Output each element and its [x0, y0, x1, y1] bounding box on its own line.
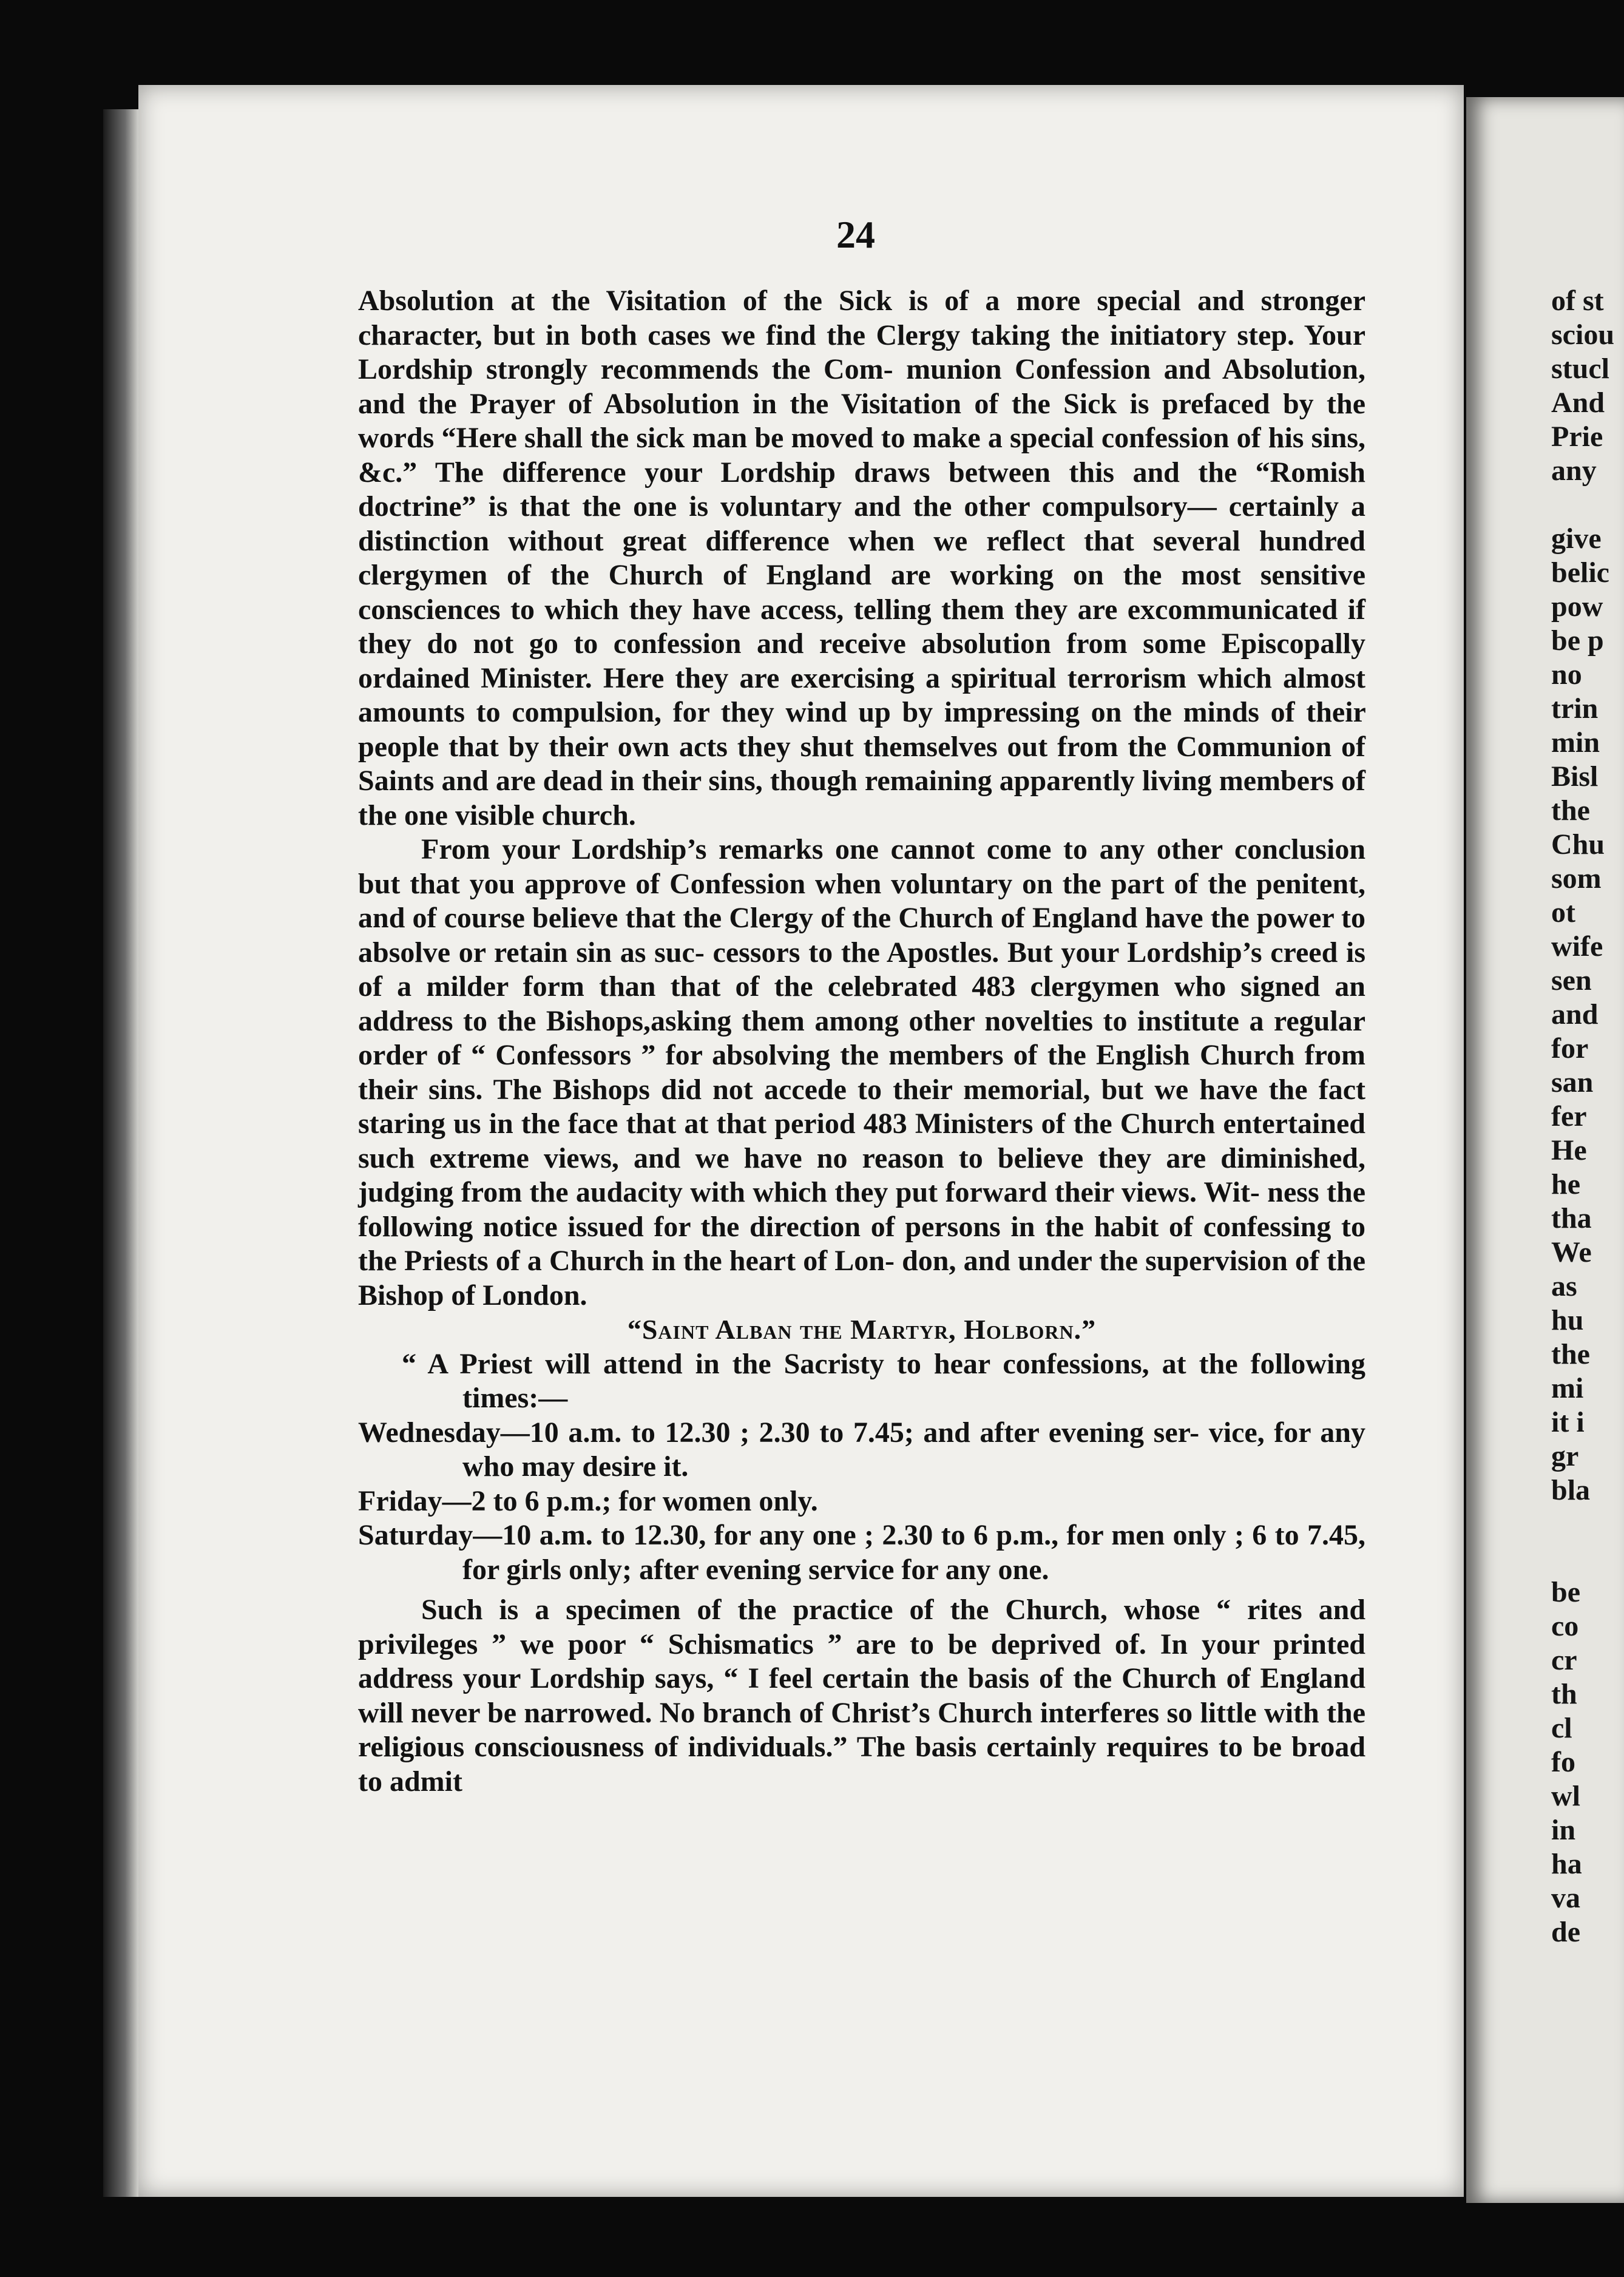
facing-line: som [1551, 862, 1602, 895]
facing-line: de [1551, 1916, 1580, 1948]
schedule-friday: Friday—2 to 6 p.m.; for women only. [358, 1484, 818, 1517]
facing-line: sciou [1551, 319, 1615, 351]
facing-line: Prie [1551, 421, 1603, 453]
facing-line: cl [1551, 1712, 1572, 1744]
facing-line: the [1551, 1338, 1590, 1370]
facing-line: of st [1551, 285, 1604, 317]
page-body [358, 284, 1365, 1799]
facing-line: any [1551, 455, 1597, 487]
facing-line: And [1551, 387, 1605, 419]
facing-line [1551, 1541, 1624, 1575]
facing-line: wife [1551, 930, 1603, 963]
facing-page-text [1551, 284, 1624, 1949]
facing-line: and [1551, 998, 1599, 1030]
facing-line: Chu [1551, 828, 1605, 861]
page-gutter-shadow [103, 109, 140, 2197]
facing-line: stucl [1551, 353, 1609, 385]
notice-heading: “Saint Alban the Martyr, Holborn.” [627, 1314, 1097, 1345]
facing-line: in [1551, 1814, 1576, 1846]
facing-line: he [1551, 1168, 1580, 1200]
facing-line: as [1551, 1270, 1577, 1302]
facing-line: belic [1551, 557, 1609, 589]
facing-line: hu [1551, 1304, 1584, 1336]
facing-line: be [1551, 1576, 1580, 1608]
paragraph-2: From your Lordship’s remarks one cannot come to any other conclusion but that you approve of Confession when voluntary on the part of the penitent, and of course believe that the Clergy of the Church of England have the power to absolve or retain sin as suc- cessors to the Apostles. But your Lordship’s creed is of a milder form than that of the celebrated 483 clergymen who signed an address to the Bishops,asking them among other novelties to institute a regular order of “ Confessors ” for absolving the members of the English Church from their sins. The Bishops did not accede to their memorial, but we have the fact staring us in the face that at that period 483 Ministers of the Church entertained such extreme views, and we have no reason to believe they are diminished, judging from the audacity with which they put forward their views. Wit- ness the following notice issued for the direction of persons in the habit of confessing to the Priests of a Church in the heart of Lon- don, and under the supervision of the Bishop of London. [358, 833, 1366, 1311]
facing-line: Bisl [1551, 760, 1599, 793]
facing-line: cr [1551, 1644, 1577, 1676]
facing-line: va [1551, 1882, 1580, 1914]
page-number: 24 [836, 213, 875, 256]
schedule-saturday: Saturday—10 a.m. to 12.30, for any one ; 2.30 to 6 p.m., for men only ; 6 to 7.45, for girls only; after evening service for any one. [358, 1519, 1365, 1586]
facing-line: min [1551, 726, 1600, 759]
paragraph-1: Absolution at the Visitation of the Sick is of a more special and stronger character, but in both cases we find the Clergy taking the initiatory step. Your Lordship strongly recommends the Com- munion Confession and Absolution, and the Prayer of Absolution in the Visitation of the Sick is prefaced by the words “Here shall the sick man be moved to make a special confession of his sins, &c.” The difference your Lordship draws between this and the “Romish doctrine” is that the one is voluntary and the other compulsory— certainly a distinction without great difference when we reflect that several hundred clergymen of the Church of England are working on the most sensitive consciences to which they have access, telling them they are excommunicated if they do not go to confession and receive absolution from some Episcopally ordained Minister. Here they are exercising a spiritual terrorism which almost amounts to compulsion, for they wind up by impressing on the minds of their people that by their own acts they shut themselves out from the Communion of Saints and are dead in their sins, though remaining apparently living members of the one visible church. [358, 285, 1366, 831]
facing-line [1551, 488, 1624, 522]
facing-line: the [1551, 794, 1590, 827]
facing-line: fer [1551, 1100, 1587, 1132]
facing-line: fo [1551, 1746, 1575, 1778]
paragraph-3: Such is a specimen of the practice of the Church, whose “ rites and privileges ” we poor “ Schismatics ” are to be deprived of. In your printed address your Lordship says, “ I feel certain the basis of the Church of England will never be narrowed. No branch of Christ’s Church interferes so little with the religious consciousness of individuals.” The basis certainly requires to be broad to admit [358, 1594, 1366, 1798]
facing-line: sen [1551, 964, 1592, 996]
facing-line: tha [1551, 1202, 1592, 1234]
facing-line: san [1551, 1066, 1594, 1098]
facing-line [1551, 1507, 1624, 1541]
facing-line: be p [1551, 624, 1604, 657]
schedule-wednesday: Wednesday—10 a.m. to 12.30 ; 2.30 to 7.45; and after evening ser- vice, for any who may desire it. [358, 1416, 1365, 1483]
facing-line: th [1551, 1678, 1577, 1710]
facing-line: co [1551, 1610, 1579, 1642]
facing-line: wl [1551, 1780, 1580, 1812]
facing-line: bla [1551, 1474, 1591, 1506]
facing-line: gr [1551, 1440, 1579, 1472]
facing-line: He [1551, 1134, 1587, 1166]
facing-line: pow [1551, 590, 1603, 623]
facing-line: for [1551, 1032, 1589, 1064]
facing-line: ot [1551, 896, 1575, 929]
facing-line: no [1551, 658, 1582, 691]
notice-lead: “ A Priest will attend in the Sacristy to hear confessions, at the following times:— [402, 1347, 1365, 1414]
facing-line: give [1551, 523, 1602, 555]
facing-line: mi [1551, 1372, 1584, 1404]
facing-line: We [1551, 1236, 1592, 1268]
facing-line: ha [1551, 1848, 1582, 1880]
facing-line: it i [1551, 1406, 1585, 1438]
facing-line: trin [1551, 692, 1599, 725]
